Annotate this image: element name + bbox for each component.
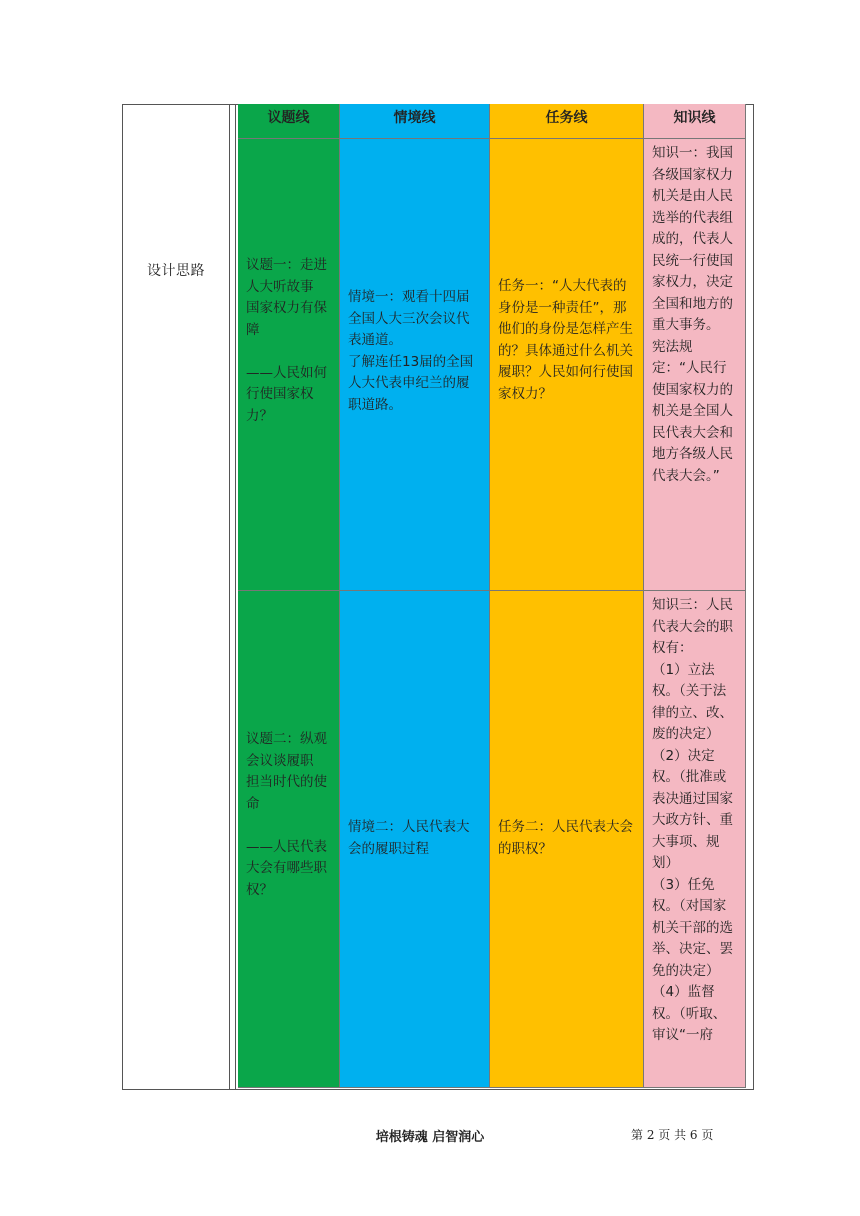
row1-task-text: 任务一：“人大代表的身份是一种责任”，那他们的身份是怎样产生的？具体通过什么机关履职？人民如何行使国家权力？	[498, 278, 633, 402]
header-topic-line: 议题线	[238, 104, 340, 139]
row2-knowledge-text: 知识三：人民代表大会的职权有： （1）立法权。（关于法律的立、改、废的决定） （2）决定权。（批准或表决通过国家大政方针、重大事项、规划） （3）任免权。（对国家机关干部的选举、决定、罢免的决定） （4）监督权。（听取、审议“一府	[652, 597, 733, 1043]
row2-task-text: 任务二：人民代表大会的职权？	[498, 819, 633, 857]
header-situation-line: 情境线	[340, 104, 490, 139]
row2-topic-text: 议题二：纵观会议谈履职 担当时代的使命 ——人民代表大会有哪些职权？	[246, 731, 327, 898]
row1-situation-cell	[340, 139, 490, 591]
row2-situation-cell	[340, 591, 490, 1088]
column-separator	[230, 104, 236, 1090]
left-label-column	[122, 104, 230, 1090]
row1-topic-cell	[238, 139, 340, 591]
row2-task-cell	[490, 591, 644, 1088]
row1-task-cell	[490, 139, 644, 591]
header-knowledge-line: 知识线	[644, 104, 746, 139]
row1-knowledge-cell	[644, 139, 746, 591]
design-idea-label: 设计思路	[147, 263, 205, 279]
header-task-line: 任务线	[490, 104, 644, 139]
row1-knowledge-text: 知识一：我国各级国家权力机关是由人民选举的代表组成的，代表人民统一行使国家权力，决定全国和地方的重大事务。 宪法规定：“人民行使国家权力的机关是全国人民代表大会和地方各级人民代表大会。”	[652, 145, 733, 484]
footer-motto: 培根铸魂 启智润心	[375, 1130, 485, 1145]
row2-situation-text: 情境二：人民代表大会的履职过程	[348, 819, 470, 857]
row2-knowledge-cell	[644, 591, 746, 1088]
page-number: 第 2 页 共 6 页	[631, 1128, 714, 1142]
row1-situation-text: 情境一：观看十四届全国人大三次会议代表通道。 了解连任13届的全国人大代表申纪兰的履职道路。	[348, 289, 474, 413]
row2-topic-cell	[238, 591, 340, 1088]
row1-topic-text: 议题一：走进人大听故事 国家权力有保障 ——人民如何行使国家权力？	[246, 257, 327, 424]
